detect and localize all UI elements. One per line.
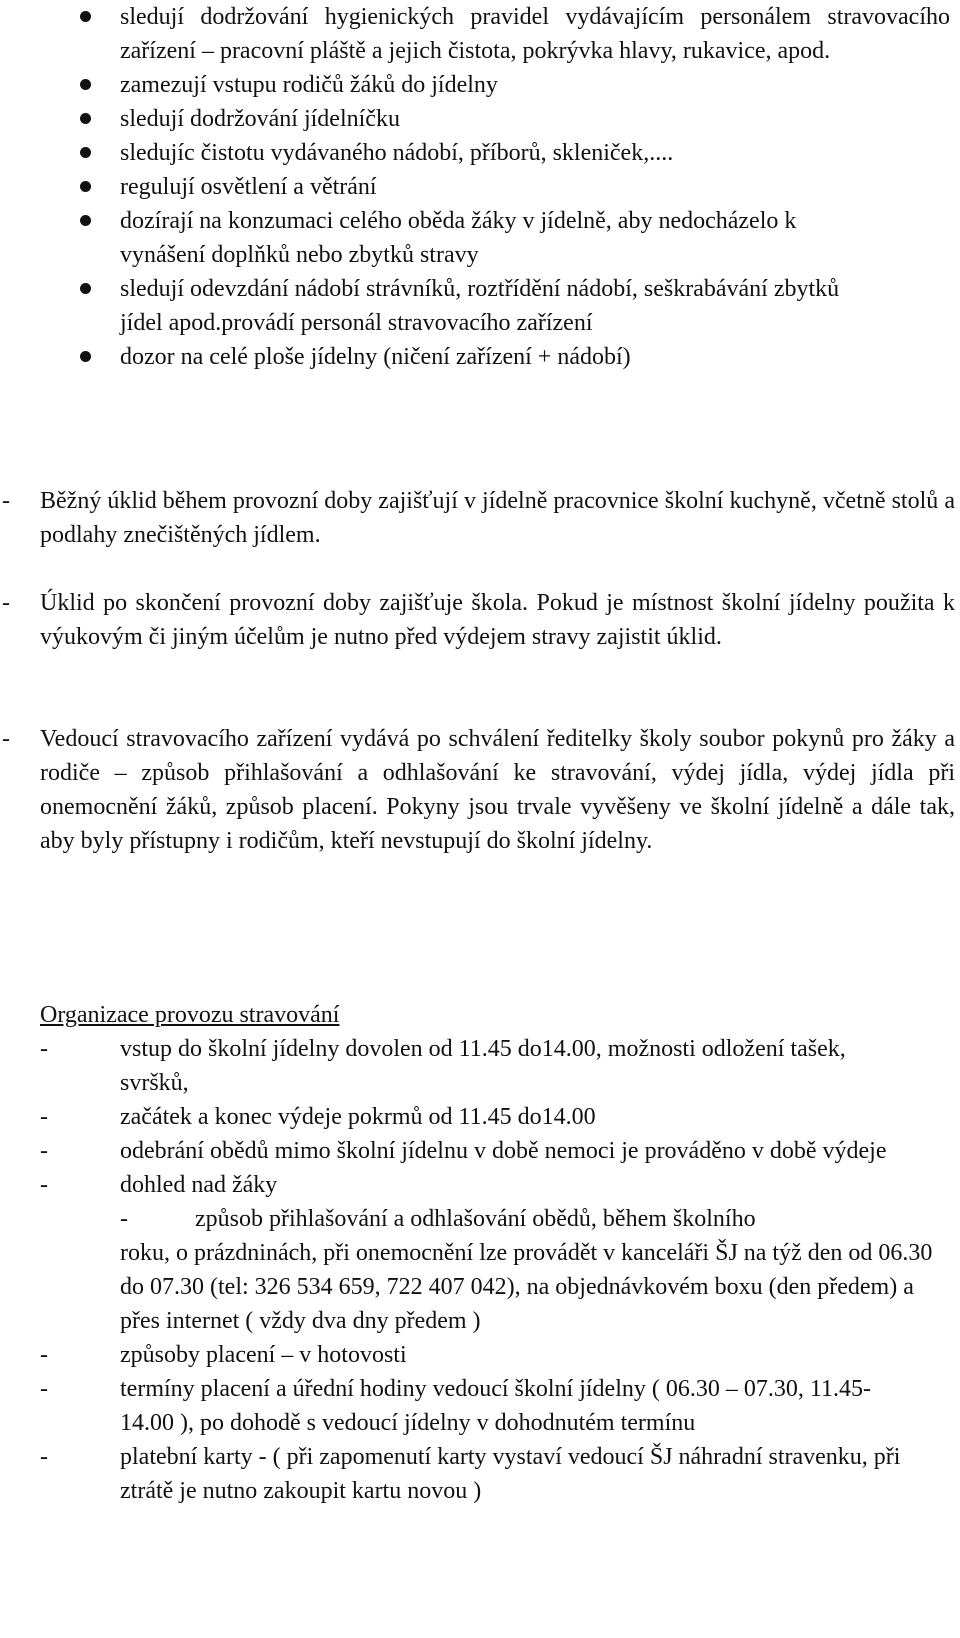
paragraph bbox=[0, 722, 955, 858]
dash-marker: - bbox=[40, 1036, 48, 1062]
bullet-icon bbox=[80, 79, 91, 90]
bullet-icon bbox=[80, 11, 91, 22]
dash-marker: - bbox=[40, 1342, 48, 1368]
bullet-item: zamezují vstupu rodičů žáků do jídelny bbox=[0, 68, 960, 102]
paragraph-text: Běžný úklid během provozní doby zajišťují v jídelně pracovnice školní kuchyně, včetně stolů a podlahy znečištěných jídlem. bbox=[40, 488, 955, 548]
dash-marker: - bbox=[2, 590, 10, 616]
bullet-icon bbox=[80, 351, 91, 362]
dash-marker: - bbox=[40, 1376, 48, 1402]
section-heading: Organizace provozu stravování bbox=[40, 1002, 340, 1028]
bullet-icon bbox=[80, 215, 91, 226]
bullet-icon bbox=[80, 181, 91, 192]
paragraph bbox=[0, 586, 955, 654]
list-item: - vstup do školní jídelny dovolen od 11.45 do14.00, možnosti odložení tašek, svršků, bbox=[0, 1032, 955, 1100]
dash-marker: - bbox=[40, 1138, 48, 1164]
dash-marker: - bbox=[40, 1444, 48, 1470]
list-item: - platební karty - ( při zapomenutí karty vystaví vedoucí ŠJ náhradní stravenku, při ztrátě je nutno zakoupit kartu novou ) bbox=[0, 1440, 955, 1508]
sub-item-text: způsob přihlašování a odhlašování obědů, během školního bbox=[195, 1206, 756, 1232]
bullet-item: regulují osvětlení a větrání bbox=[0, 170, 960, 204]
bullet-item: sledují dodržování hygienických pravidel vydávajícím personálem stravovacího zařízení – pracovní pláště a jejich čistota, pokrývka hlavy, rukavice, apod. bbox=[0, 0, 960, 68]
bullet-item: dozírají na konzumaci celého oběda žáky v jídelně, aby nedocházelo k vynášení doplňků nebo zbytků stravy bbox=[0, 204, 960, 272]
bullet-item: sledují odevzdání nádobí strávníků, roztřídění nádobí, seškrabávání zbytků jídel apod.provádí personál stravovacího zařízení bbox=[0, 272, 960, 340]
list-item: - začátek a konec výdeje pokrmů od 11.45 do14.00 bbox=[0, 1100, 955, 1134]
sub-item-continuation: roku, o prázdninách, při onemocnění lze provádět v kanceláři ŠJ na týž den od 06.30 do 07.30 (tel: 326 534 659, 722 407 042), na objednávkovém boxu (den předem) a přes internet ( vždy dva dny předem ) bbox=[120, 1240, 933, 1334]
bullet-icon bbox=[80, 147, 91, 158]
paragraph bbox=[0, 484, 955, 552]
list-item: - odebrání obědů mimo školní jídelnu v době nemoci je prováděno v době výdeje bbox=[0, 1134, 955, 1168]
list-item: - dohled nad žáky bbox=[0, 1168, 955, 1202]
list-item: - termíny placení a úřední hodiny vedoucí školní jídelny ( 06.30 – 07.30, 11.45- 14.00 ), po dohodě s vedoucí jídelny v dohodnutém termínu bbox=[0, 1372, 955, 1440]
list-item: - způsoby placení – v hotovosti bbox=[0, 1338, 955, 1372]
bullet-list bbox=[0, 0, 960, 374]
dash-marker: - bbox=[2, 488, 10, 514]
bullet-icon bbox=[80, 113, 91, 124]
dash-marker: - bbox=[40, 1104, 48, 1130]
bullet-item: sledují dodržování jídelníčku bbox=[0, 102, 960, 136]
bullet-item: sledujíc čistotu vydávaného nádobí, příborů, skleniček,.... bbox=[0, 136, 960, 170]
dash-marker: - bbox=[40, 1172, 48, 1198]
paragraph-text: Vedoucí stravovacího zařízení vydává po schválení ředitelky školy soubor pokynů pro žáky a rodiče – způsob přihlašování a odhlašování ke stravování, výdej jídla, výdej jídla při onemocnění žáků, způsob placení. Pokyny jsou trvale vyvěšeny ve školní jídelně a dále tak, aby byly přístupny i rodičům, kteří nevstupují do školní jídelny. bbox=[40, 726, 955, 854]
dash-marker: - bbox=[120, 1206, 128, 1232]
sub-list-item bbox=[0, 1202, 955, 1338]
dash-marker: - bbox=[2, 726, 10, 752]
paragraph-text: Úklid po skončení provozní doby zajišťuje škola. Pokud je místnost školní jídelny použita k výukovým či jiným účelům je nutno před výdejem stravy zajistit úklid. bbox=[40, 590, 955, 650]
bullet-item: dozor na celé ploše jídelny (ničení zařízení + nádobí) bbox=[0, 340, 960, 374]
bullet-icon bbox=[80, 283, 91, 294]
organization-list bbox=[0, 1032, 955, 1508]
